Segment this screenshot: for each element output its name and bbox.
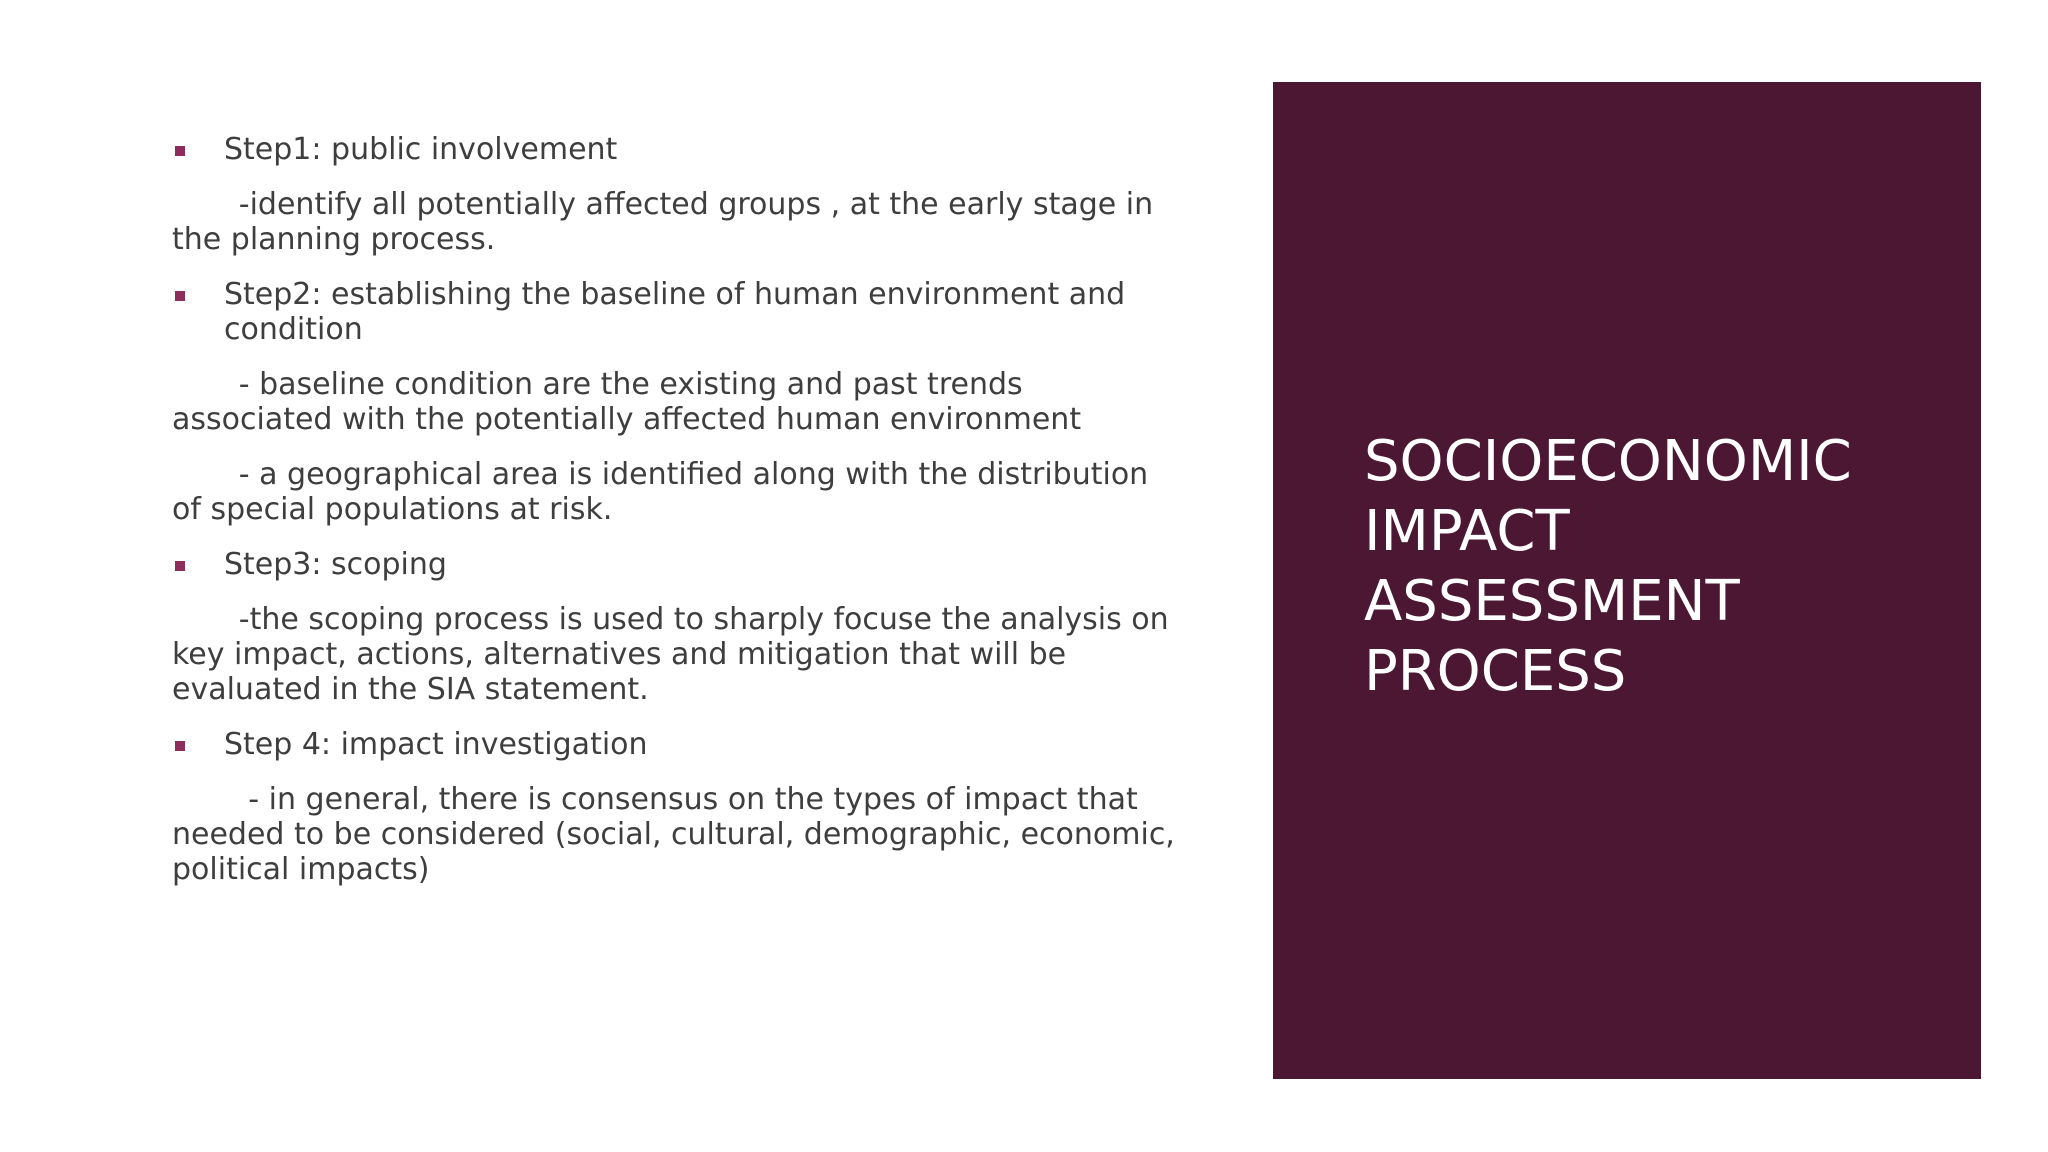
step-3-heading: Step3: scoping: [224, 547, 447, 582]
square-bullet-icon: [175, 291, 185, 301]
step-3-bullet: [172, 547, 1177, 582]
slide-title: SOCIOECONOMIC IMPACT ASSESSMENT PROCESS: [1364, 429, 1852, 704]
step-4-heading: Step 4: impact investigation: [224, 727, 648, 762]
square-bullet-icon: [175, 561, 185, 571]
step-2-detail-2: - a geographical area is identified along with the distribution of special populations at risk.: [172, 457, 1158, 527]
step-2-bullet: [172, 277, 1177, 347]
step-1-bullet: [172, 132, 1177, 167]
step-2-detail-1: - baseline condition are the existing and past trends associated with the potentially affected human environment: [172, 367, 1082, 437]
step-1-heading: Step1: public involvement: [224, 132, 618, 167]
step-4-bullet: [172, 727, 1177, 762]
square-bullet-icon: [175, 146, 185, 156]
slide-content: [172, 132, 1185, 907]
title-panel: [1273, 82, 1981, 1079]
step-3-detail: -the scoping process is used to sharply focuse the analysis on key impact, actions, alternatives and mitigation that will be evaluated in the SIA statement.: [172, 602, 1179, 707]
step-2-heading: Step2: establishing the baseline of human environment and condition: [224, 277, 1126, 347]
step-4-detail: - in general, there is consensus on the types of impact that needed to be considered (social, cultural, demographic, economic, political impacts): [172, 782, 1185, 887]
square-bullet-icon: [175, 741, 185, 751]
step-1-detail: -identify all potentially affected groups , at the early stage in the planning process.: [172, 187, 1163, 257]
